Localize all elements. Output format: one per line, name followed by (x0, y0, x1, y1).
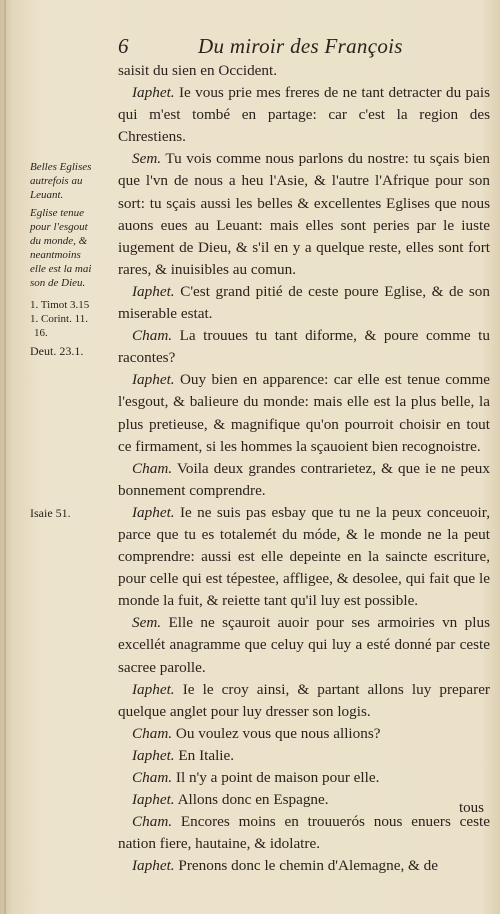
speaker-name: Cham. (132, 327, 173, 345)
speaker-name: Iaphet. (132, 84, 175, 102)
text: Tu vois comme nous parlons du nostre: tu sçais bien que l'vn de nous a heu l'Asie, & l'autre l'Afrique pour son sort: tu sçais aussi les belles & excellentes Eglises que nous auons eues au Leuant: mais elles sont peries par le iuste iugement de Dieu, & s'il en y a quelque reste, elles sont fort rares, & inuisibles au comun. (118, 150, 490, 278)
speaker-name: Cham. (132, 769, 173, 786)
speaker-name: Iaphet. (132, 746, 175, 764)
text: Ie vous prie mes freres de ne tant detracter du pais qui m'est tombé en partage: car c'est la region des Chrestiens. (118, 84, 490, 146)
speaker-name: Sem. (132, 150, 162, 168)
paragraph (118, 855, 490, 877)
text: Allons donc en Espagne. (174, 791, 329, 809)
margin-line: Deut. 23.1. (30, 344, 84, 358)
paragraph (118, 679, 490, 723)
margin-line: neantmoins (30, 249, 81, 261)
running-title: Du miroir des François (198, 34, 403, 58)
paragraph (118, 148, 490, 281)
speaker-name: Cham. (132, 813, 173, 831)
paragraph (118, 325, 490, 369)
speaker-name: Cham. (132, 459, 173, 477)
paragraph (118, 82, 490, 148)
page-header (118, 34, 488, 62)
paragraph (118, 281, 490, 325)
paragraph (118, 369, 490, 457)
margin-line: 1. Timot 3.15 (30, 299, 90, 311)
page-number: 6 (118, 34, 129, 58)
margin-line: Belles Eglises (30, 161, 92, 173)
text: La trouues tu tant diforme, & poure comme tu racontes? (118, 327, 490, 367)
margin-line: son de Dieu. (30, 277, 86, 289)
paragraph (118, 811, 490, 855)
catchword: tous (458, 800, 484, 816)
paragraph (118, 458, 490, 502)
text: Ie ne suis pas esbay que tu ne la peux conceuoir, parce que tu es totalemét du móde, & le monde ne la peut comprendre: aussi est elle depeinte en la saincte escriture, pour celle qui est tépestee, affligee, & desolee, qui fait que le monde la fuit, & reiette tant qu'il luy est possible. (118, 503, 490, 610)
margin-line: Isaie 51. (30, 506, 71, 520)
speaker-name: Iaphet. (132, 680, 175, 698)
text: Il n'y a point de maison pour elle. (172, 769, 380, 786)
paragraph (118, 789, 490, 811)
paragraph (118, 612, 490, 678)
speaker-name: Cham. (132, 724, 173, 742)
paragraph (118, 502, 490, 612)
speaker-name: Iaphet. (132, 857, 175, 875)
margin-note-isaie (30, 506, 116, 520)
paragraph (118, 723, 490, 745)
margin-note-references (30, 298, 116, 340)
speaker-name: Iaphet. (132, 371, 175, 389)
margin-note-deut (30, 344, 116, 358)
text: Encores moins en trouuerós nous enuers ceste nation fiere, hautaine, & idolatre. (118, 813, 490, 853)
margin-line: Leuant. (30, 189, 64, 201)
margin-note-belles-eglises (30, 160, 116, 202)
speaker-name: Iaphet. (132, 282, 175, 300)
text: En Italie. (174, 746, 235, 764)
speaker-name: Sem. (132, 614, 162, 632)
paragraph (118, 745, 490, 767)
margin-line: Eglise tenue (30, 207, 85, 219)
margin-line: 16. (34, 327, 48, 339)
text: Ie le croy ainsi, & partant allons luy preparer quelque anglet pour luy dresser son logis. (118, 680, 490, 720)
margin-note-eglise-tenue (30, 206, 116, 290)
main-text (118, 60, 490, 877)
margin-line: du monde, & (30, 235, 88, 247)
paragraph (118, 60, 490, 82)
gutter-shadow (4, 0, 6, 914)
margin-line: pour l'esgout (30, 221, 88, 233)
speaker-name: Iaphet. (132, 791, 175, 809)
text: Ouy bien en apparence: car elle est tenue comme l'esgout, & balieure du monde: mais elle est la plus belle, la plus pretieuse, & magnifique qu'on pourroit choisir en tout ce firmament, si les hommes la sçauoient bien recognoistre. (118, 371, 490, 455)
text: saisit du sien en Occident. (118, 62, 278, 79)
text: Ou voulez vous que nous allions? (172, 724, 381, 742)
paragraph (118, 767, 490, 789)
text: Prenons donc le chemin d'Alemagne, & de (174, 857, 438, 875)
text: Voila deux grandes contrarietez, & que ie ne peux bonnement comprendre. (118, 459, 490, 499)
text: C'est grand pitié de ceste poure Eglise, & de son miserable estat. (118, 282, 490, 323)
margin-line: 1. Corint. 11. (30, 313, 88, 325)
margin-line: autrefois au (30, 175, 83, 187)
speaker-name: Iaphet. (132, 503, 175, 521)
text: Elle ne sçauroit auoir pour ses armoiries vn plus excellét anagramme que celuy qui luy a esté donné par ceste sacree parolle. (118, 614, 490, 676)
margin-line: elle est la mai (30, 263, 92, 275)
